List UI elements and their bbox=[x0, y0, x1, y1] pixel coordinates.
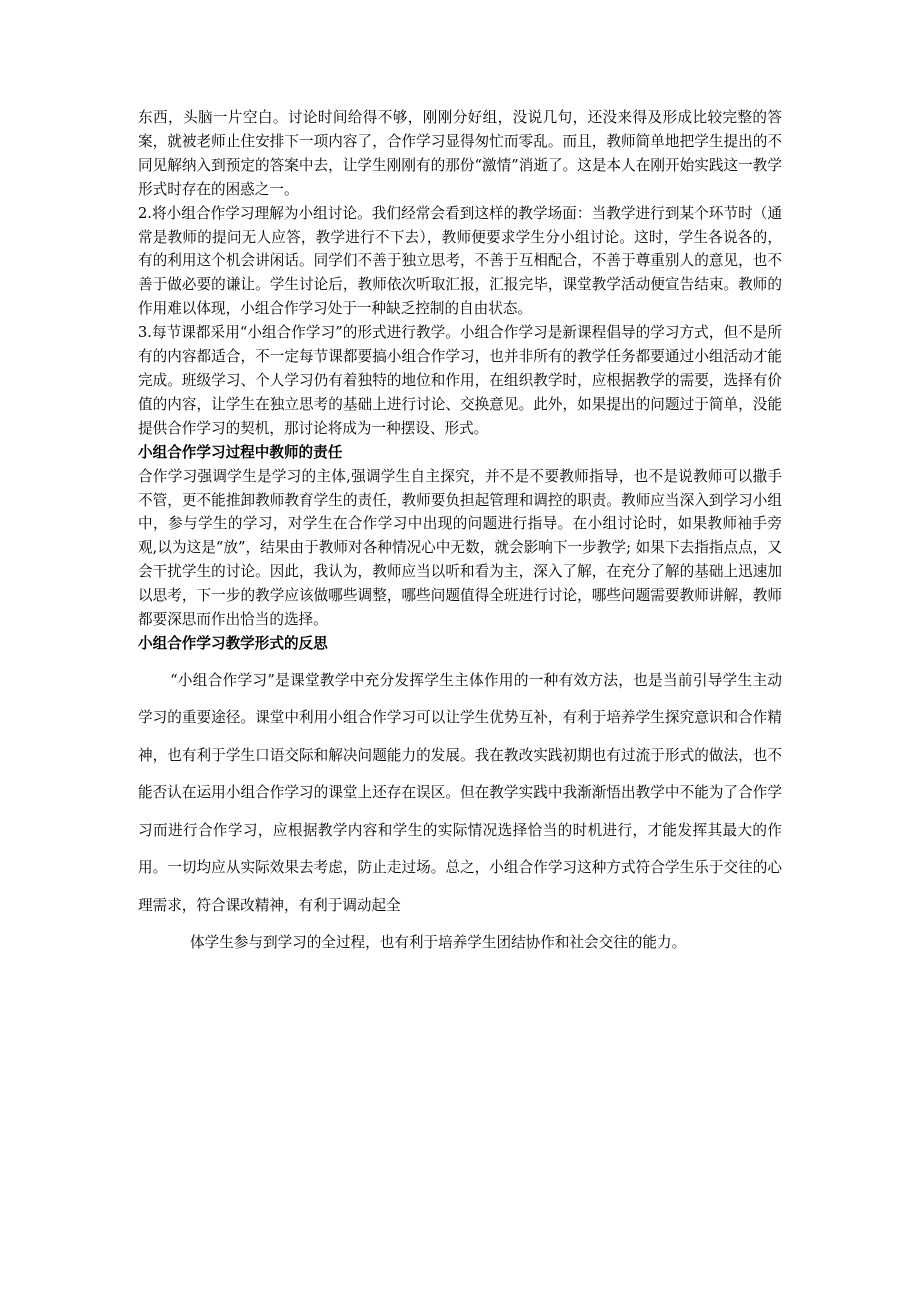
paragraph-point-2: 2.将小组合作学习理解为小组讨论。我们经常会看到这样的教学场面：当教学进行到某个环节时（通常是教师的提问无人应答，教学进行不下去），教师便要求学生分小组讨论。这时，学生各说各的，有的利用这个机会讲闲话。同学们不善于独立思考，不善于互相配合，不善于尊重别人的意见，也不善于做必要的谦让。学生讨论后，教师依次听取汇报，汇报完毕，课堂教学活动便宣告结束。教师的作用难以体现，小组合作学习处于一种缺乏控制的自由状态。 bbox=[138, 204, 782, 318]
paragraph-reflection-last-line: 体学生参与到学习的全过程，也有利于培养学生团结协作和社会交往的能力。 bbox=[190, 934, 687, 952]
paragraph-point-3: 3.每节课都采用“小组合作学习”的形式进行教学。小组合作学习是新课程倡导的学习方式，但不是所有的内容都适合，不一定每节课都要搞小组合作学习，也并非所有的教学任务都要通过小组活动才能完成。班级学习、个人学习仍有着独特的地位和作用，在组织教学时，应根据教学的需要，选择有价值的内容，让学生在独立思考的基础上进行讨论、交换意见。此外，如果提出的问题过于简单，没能提供合作学习的契机，那讨论将成为一种摆设、形式。 bbox=[138, 324, 782, 437]
section-heading-reflection: 小组合作学习教学形式的反思 bbox=[138, 634, 328, 652]
paragraph-teacher-responsibility: 合作学习强调学生是学习的主体,强调学生自主探究，并不是不要教师指导，也不是说教师可以撒手不管，更不能推卸教师教育学生的责任，教师要负担起管理和调控的职责。教师应当深入到学习小组中，参与学生的学习，对学生在合作学习中出现的问题进行指导。在小组讨论时，如果教师袖手旁观,以为这是“放”，结果由于教师对各种情况心中无数，就会影响下一步教学; 如果下去指指点点，又会干扰学生的讨论。因此，我认为，教师应当以听和看为主，深入了解，在充分了解的基础上迅速加以思考，下一步的教学应该做哪些调整，哪些问题值得全班进行讨论，哪些问题需要教师讲解，教师都要深思而作出恰当的选择。 bbox=[138, 467, 782, 629]
section-heading-teacher-responsibility: 小组合作学习过程中教师的责任 bbox=[138, 443, 343, 461]
paragraph-confusion-continued: 东西，头脑一片空白。讨论时间给得不够，刚刚分好组，没说几句，还没来得及形成比较完整的答案，就被老师止住安排下一项内容了，合作学习显得匆忙而零乱。而且，教师简单地把学生提出的不同见解纳入到预定的答案中去，让学生刚刚有的那份“激情”消逝了。这是本人在刚开始实践这一教学形式时存在的困惑之一。 bbox=[138, 109, 782, 198]
paragraph-reflection: “小组合作学习”是课堂教学中充分发挥学生主体作用的一种有效方法，也是当前引导学生主动学习的重要途径。课堂中利用小组合作学习可以让学生优势互补，有利于培养学生探究意识和合作精神，也有利于学生口语交际和解决问题能力的发展。我在教改实践初期也有过流于形式的做法，也不能否认在运用小组合作学习的课堂上还存在误区。但在教学实践中我渐渐悟出教学中不能为了合作学习而进行合作学习，应根据教学内容和学生的实际情况选择恰当的时机进行，才能发挥其最大的作用。一切均应从实际效果去考虑，防止走过场。总之，小组合作学习这种方式符合学生乐于交往的心理需求，符合课改精神，有利于调动起全 bbox=[138, 671, 782, 914]
